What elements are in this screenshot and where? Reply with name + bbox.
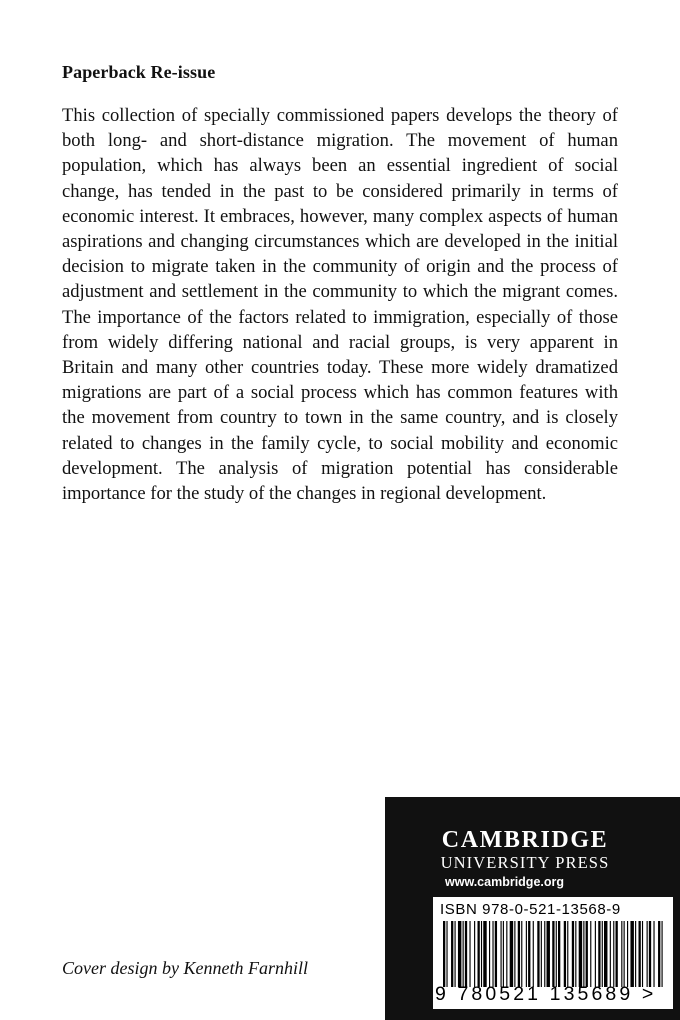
barcode-bar [474,921,475,987]
barcode-bar [446,921,447,987]
barcode-bar [443,921,445,987]
barcode-bar [575,921,576,987]
barcode-bar [518,921,520,987]
barcode-bar [492,921,493,987]
barcode-bar [469,921,470,987]
barcode-bar [635,921,636,987]
barcode-bar [642,921,643,987]
barcode-bar [604,921,607,987]
barcode-bar [627,921,628,987]
barcode-bar [451,921,453,987]
barcode-bar [649,921,651,987]
barcode-bars [443,921,663,987]
barcode-bar [602,921,603,987]
barcode-bar [483,921,486,987]
barcode-bar [495,921,497,987]
isbn-label: ISBN 978-0-521-13568-9 [440,901,621,918]
barcode-bar [506,921,507,987]
barcode-bar [528,921,530,987]
barcode-bar [639,921,641,987]
barcode-bar [552,921,554,987]
barcode-bar [510,921,513,987]
barcode-bar [653,921,654,987]
barcode-bar [455,921,456,987]
barcode-bar [590,921,591,987]
barcode-bar [521,921,522,987]
barcode-bar [613,921,614,987]
barcode-bar [647,921,648,987]
barcode-bar [630,921,633,987]
barcode-bar [465,921,467,987]
barcode-bar [481,921,482,987]
barcode-bar [544,921,545,987]
barcode-bar [610,921,611,987]
barcode-bar [572,921,574,987]
barcode-bar [526,921,527,987]
cover-heading: Paperback Re-issue [62,62,216,82]
barcode-bar [533,921,534,987]
cover-design-credit: Cover design by Kenneth Farnhill [62,958,308,978]
barcode-bar [556,921,557,987]
publisher-block [385,797,680,1020]
barcode-bar [567,921,568,987]
barcode-bar [537,921,539,987]
barcode-bar [624,921,625,987]
barcode-bar [501,921,502,987]
barcode-bar [558,921,560,987]
barcode-bar [458,921,461,987]
barcode-bar [547,921,550,987]
barcode-bar [598,921,600,987]
barcode-bar [514,921,515,987]
publisher-url: www.cambridge.org [445,875,565,889]
ean-digits: 9 780521 135689 > [435,983,657,1005]
barcode-box [433,897,673,1009]
barcode-bar [463,921,464,987]
barcode-bar [586,921,588,987]
barcode-bar [621,921,622,987]
publisher-subtitle: UNIVERSITY PRESS [440,853,610,872]
barcode-bar [489,921,490,987]
barcode-bar [583,921,584,987]
blurb-paragraph: This collection of specially commissioned papers develops the theory of both long- and short-distance migration. The movement of human population, which has always been an essential ingredient of social change, has tended in the past to be considered primarily in terms of economic interest. It embraces, however, many complex aspects of human aspirations and changing circumstances which are developed in the initial decision to migrate taken in the community of origin and the process of adjustment and settlement in the community to which the migrant comes. The importance of the factors related to immigration, especially of those from widely differing national and racial groups, is very apparent in Britain and many other countries today. These more widely dramatized migrations are part of a social process which has common features with the movement from country to town in the same country, and is closely related to changes in the family cycle, to social mobility and economic development. The analysis of migration potential has considerable importance for the study of the changes in regional development. [62,105,618,505]
barcode-bar-group [443,921,663,987]
barcode-bar [478,921,480,987]
barcode-bar [503,921,504,987]
barcode-bar [658,921,660,987]
publisher-name: CAMBRIDGE [441,827,609,853]
barcode-bar [595,921,596,987]
barcode-bar [662,921,663,987]
barcode-bar [579,921,582,987]
barcode-bar [616,921,618,987]
barcode-bar [541,921,542,987]
barcode-bar [564,921,566,987]
